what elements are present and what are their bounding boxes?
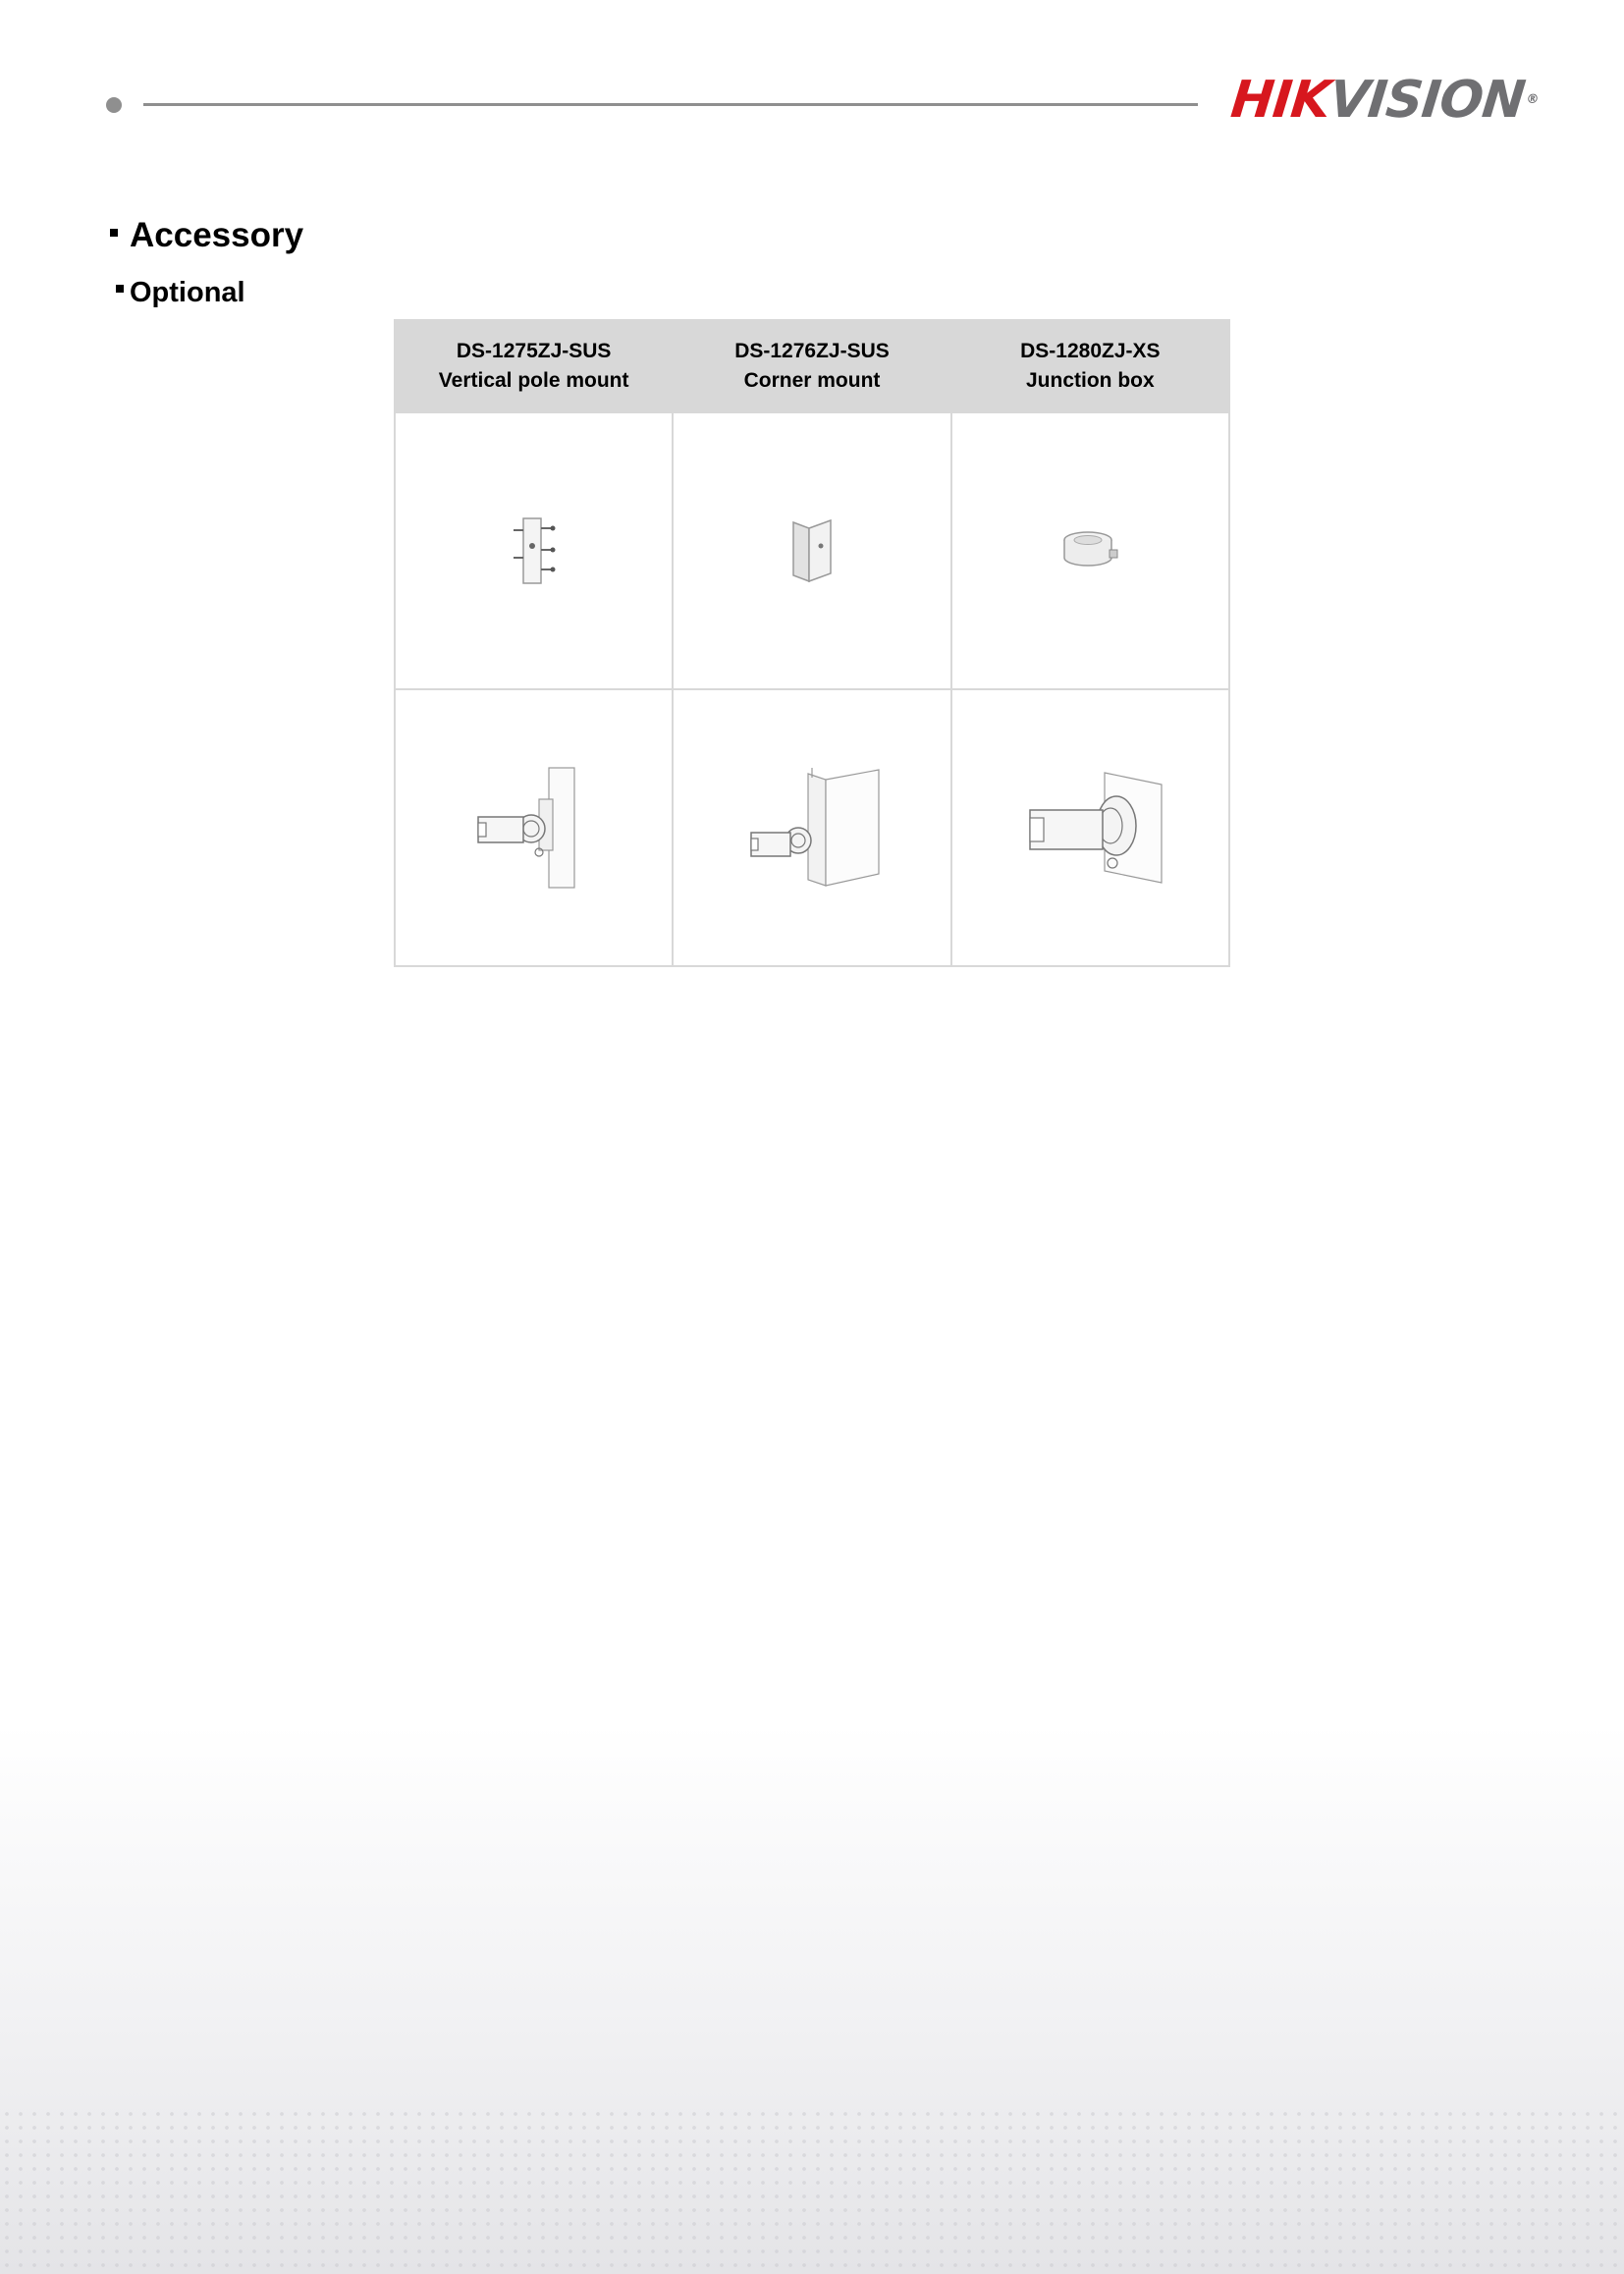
logo-vision: VISION bbox=[1326, 71, 1528, 130]
logo-hik: HIK bbox=[1227, 71, 1333, 130]
table-row bbox=[395, 412, 1229, 689]
square-bullet-icon bbox=[110, 229, 118, 237]
accessory-name: Corner mount bbox=[743, 369, 881, 392]
junction-box-icon bbox=[1058, 528, 1121, 573]
table-header-cell bbox=[951, 320, 1229, 412]
accessory-model: DS-1275ZJ-SUS bbox=[456, 340, 612, 362]
corner-mount-icon bbox=[787, 516, 837, 585]
header-rule bbox=[143, 103, 1198, 106]
accessory-model: DS-1280ZJ-XS bbox=[1020, 340, 1161, 362]
accessory-table bbox=[394, 319, 1230, 967]
table-header-cell bbox=[673, 320, 950, 412]
accessory-name: Vertical pole mount bbox=[438, 369, 629, 392]
sub-title bbox=[116, 277, 245, 309]
installation-image-cell bbox=[395, 689, 673, 966]
section-title-text: Accessory bbox=[130, 216, 304, 254]
background-dot-pattern bbox=[0, 2107, 1624, 2274]
accessory-image-cell bbox=[951, 412, 1229, 689]
installation-image-cell bbox=[673, 689, 950, 966]
section-title bbox=[110, 216, 303, 255]
hikvision-logo bbox=[1228, 71, 1542, 130]
vertical-pole-mount-icon bbox=[510, 516, 559, 585]
logo-registered-mark: ® bbox=[1525, 92, 1540, 107]
installation-image-cell bbox=[951, 689, 1229, 966]
junction-box-installation-icon bbox=[1016, 769, 1164, 887]
sub-title-text: Optional bbox=[130, 277, 245, 308]
header-dot bbox=[106, 97, 122, 113]
table-header-row bbox=[395, 320, 1229, 412]
accessory-image-cell bbox=[395, 412, 673, 689]
pole-mount-installation-icon bbox=[470, 764, 598, 892]
corner-mount-installation-icon bbox=[743, 764, 881, 892]
table-header-cell bbox=[395, 320, 673, 412]
table-row bbox=[395, 689, 1229, 966]
accessory-model: DS-1276ZJ-SUS bbox=[734, 340, 890, 362]
square-bullet-icon bbox=[116, 285, 124, 293]
accessory-image-cell bbox=[673, 412, 950, 689]
accessory-name: Junction box bbox=[1025, 369, 1155, 392]
